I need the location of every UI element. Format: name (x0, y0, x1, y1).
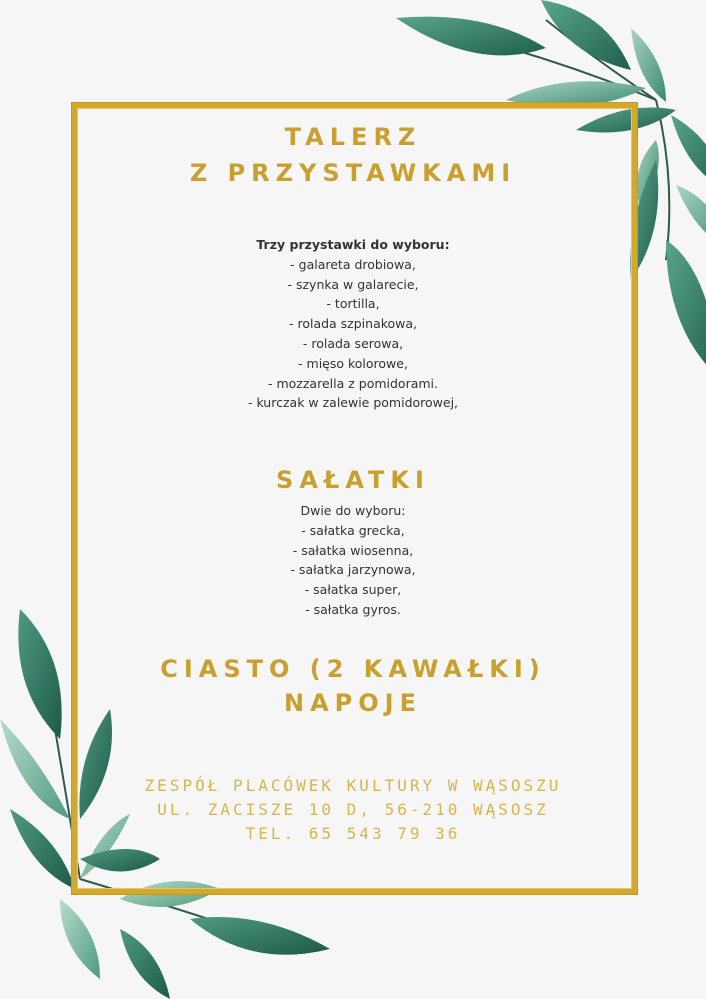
cake-title: CIASTO (2 KAWAŁKI) (160, 655, 546, 683)
list-item: - rolada szpinakowa, (288, 316, 418, 332)
list-item: - sałatka grecka, (301, 522, 405, 538)
appetizers-list (0, 235, 706, 413)
list-item: - sałatka gyros. (305, 601, 401, 617)
list-item: - mozzarella z pomidorami. (268, 375, 438, 391)
salads-intro: Dwie do wyboru: (300, 503, 406, 518)
list-item: - sałatka super, (304, 582, 402, 598)
list-item: - sałatka jarzynowa, (290, 562, 416, 578)
footer-address: UL. ZACISZE 10 D, 56-210 WĄSOSZ (157, 800, 549, 819)
footer-phone: TEL. 65 543 79 36 (245, 824, 461, 843)
list-item: - galareta drobiowa, (290, 256, 416, 272)
list-item: - sałatka wiosenna, (292, 542, 414, 558)
list-item: - kurczak w zalewie pomidorowej, (247, 395, 459, 411)
list-item: - szynka w galarecie, (287, 276, 419, 292)
salads-title: SAŁATKI (276, 466, 430, 494)
appetizers-title-line1: TALERZ (284, 123, 422, 151)
list-item: - mięso kolorowe, (298, 355, 408, 371)
list-item: - tortilla, (326, 296, 380, 312)
salads-list (0, 501, 706, 620)
appetizers-title-line2: Z PRZYSTAWKAMI (189, 159, 517, 187)
drinks-title: NAPOJE (284, 689, 422, 717)
appetizers-intro: Trzy przystawki do wyboru: (256, 237, 450, 252)
list-item: - rolada serowa, (302, 335, 404, 351)
footer-contact (0, 774, 706, 846)
footer-organization: ZESPÓŁ PLACÓWEK KULTURY W WĄSOSZU (144, 776, 562, 795)
